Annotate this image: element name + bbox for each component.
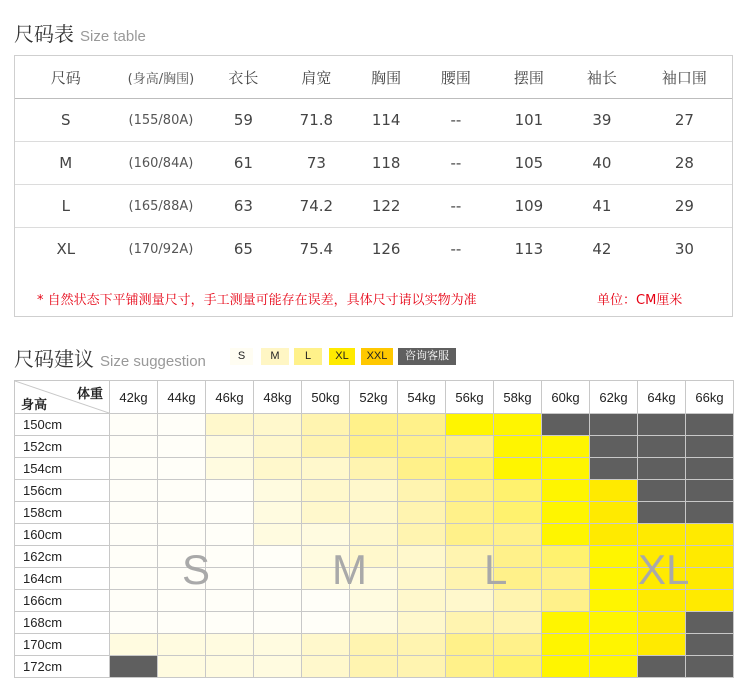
size-cell: 113 (491, 228, 567, 271)
size-cell (206, 634, 254, 656)
size-row (15, 228, 732, 271)
size-cell (350, 502, 398, 524)
size-cell (590, 612, 638, 634)
weight-label: 46kg (206, 381, 254, 414)
size-cell: M (15, 142, 117, 185)
size-cell (110, 524, 158, 546)
size-cell (206, 568, 254, 590)
size-cell: 30 (637, 228, 732, 271)
height-label: 154cm (15, 458, 110, 480)
size-cell (590, 502, 638, 524)
size-cell (350, 656, 398, 678)
weight-label: 64kg (638, 381, 686, 414)
size-zone-label: S (182, 546, 211, 593)
size-cell (110, 414, 158, 436)
weight-label: 54kg (398, 381, 446, 414)
size-zone-label: L (484, 546, 508, 593)
size-cell: -- (421, 99, 491, 142)
size-cell: 42 (567, 228, 637, 271)
weight-label: 52kg (350, 381, 398, 414)
size-cell (302, 414, 350, 436)
size-cell (638, 502, 686, 524)
size-cell (446, 612, 494, 634)
size-cell (206, 458, 254, 480)
size-cell (350, 546, 398, 568)
size-cell (542, 436, 590, 458)
size-cell (254, 414, 302, 436)
size-cell (494, 502, 542, 524)
size-cell (254, 634, 302, 656)
size-cell (350, 590, 398, 612)
size-cell (638, 612, 686, 634)
size-cell (686, 590, 734, 612)
size-cell: 75.4 (281, 228, 351, 271)
legend-item: S (230, 348, 253, 365)
size-row (15, 99, 732, 142)
size-cell (446, 634, 494, 656)
size-cell: 101 (491, 99, 567, 142)
size-cell (542, 612, 590, 634)
size-cell (302, 436, 350, 458)
size-cell (206, 414, 254, 436)
size-cell (206, 480, 254, 502)
size-suggestion-title: 尺码建议 Size suggestion (14, 347, 206, 371)
height-label: 152cm (15, 436, 110, 458)
size-cell: 65 (205, 228, 281, 271)
header-cell: 肩宽 (301, 68, 332, 87)
size-cell (446, 546, 494, 568)
size-cell (302, 524, 350, 546)
height-label: 158cm (15, 502, 110, 524)
size-cell (494, 656, 542, 678)
size-cell (110, 502, 158, 524)
size-cell: -- (421, 185, 491, 228)
size-cell: 74.2 (281, 185, 351, 228)
size-cell: 126 (351, 228, 421, 271)
size-suggestion-grid (14, 380, 734, 683)
size-cell (638, 458, 686, 480)
size-cell (254, 568, 302, 590)
size-cell: S (15, 99, 117, 142)
size-cell: (155/80A) (117, 99, 206, 142)
size-cell (686, 634, 734, 656)
size-cell (350, 568, 398, 590)
weight-label: 66kg (686, 381, 734, 414)
size-cell (398, 524, 446, 546)
size-cell (686, 524, 734, 546)
size-cell (350, 612, 398, 634)
size-cell: 59 (205, 99, 281, 142)
size-cell (350, 436, 398, 458)
weight-label: 60kg (542, 381, 590, 414)
size-cell (302, 612, 350, 634)
size-cell (590, 414, 638, 436)
size-table-title-en: Size table (80, 28, 146, 45)
size-cell (542, 546, 590, 568)
size-cell: (170/92A) (117, 228, 206, 271)
legend-item: XL (329, 348, 355, 365)
size-cell (494, 590, 542, 612)
height-label: 164cm (15, 568, 110, 590)
height-label: 150cm (15, 414, 110, 436)
size-cell (446, 590, 494, 612)
size-cell (494, 480, 542, 502)
legend-item: XXL (361, 348, 393, 365)
size-cell (542, 590, 590, 612)
size-cell (206, 656, 254, 678)
size-cell (350, 524, 398, 546)
size-cell (254, 546, 302, 568)
height-label: 170cm (15, 634, 110, 656)
size-cell (302, 656, 350, 678)
size-cell (494, 524, 542, 546)
size-cell (398, 436, 446, 458)
size-cell: 41 (567, 185, 637, 228)
measurement-note: * 自然状态下平铺测量尺寸，手工测量可能存在误差，具体尺寸请以实物为准 (37, 293, 477, 308)
size-cell (158, 568, 206, 590)
size-cell: 73 (281, 142, 351, 185)
weight-label: 44kg (158, 381, 206, 414)
unit-label: 单位：CM厘米 (597, 293, 683, 308)
size-cell (494, 414, 542, 436)
size-cell (158, 634, 206, 656)
height-label: 162cm (15, 546, 110, 568)
size-cell: 29 (637, 185, 732, 228)
size-cell (686, 436, 734, 458)
size-cell (206, 612, 254, 634)
size-table-title: 尺码表 Size table (14, 22, 146, 46)
size-cell (302, 546, 350, 568)
size-cell (110, 458, 158, 480)
size-cell (542, 458, 590, 480)
size-cell (254, 656, 302, 678)
size-cell (398, 546, 446, 568)
size-cell (398, 502, 446, 524)
size-cell (590, 634, 638, 656)
weight-label: 56kg (446, 381, 494, 414)
size-cell (590, 656, 638, 678)
height-header: 身高 (21, 397, 48, 412)
header-cell: 胸围 (371, 68, 402, 87)
size-cell (110, 612, 158, 634)
size-cell (398, 634, 446, 656)
size-cell (542, 524, 590, 546)
size-cell (590, 524, 638, 546)
size-cell (590, 568, 638, 590)
size-cell (590, 458, 638, 480)
header-cell: 袖口围 (661, 68, 707, 87)
size-cell (206, 524, 254, 546)
size-cell (350, 458, 398, 480)
size-cell: 27 (637, 99, 732, 142)
size-cell: 71.8 (281, 99, 351, 142)
size-cell (494, 436, 542, 458)
size-cell (398, 458, 446, 480)
size-cell (350, 414, 398, 436)
size-cell (494, 634, 542, 656)
size-cell (686, 480, 734, 502)
header-cell: (身高/胸围) (127, 71, 195, 87)
size-cell (638, 436, 686, 458)
size-cell (638, 656, 686, 678)
header-cell: 衣长 (228, 68, 259, 87)
size-cell (110, 634, 158, 656)
weight-label: 58kg (494, 381, 542, 414)
size-cell (590, 436, 638, 458)
size-cell (302, 480, 350, 502)
size-cell (254, 502, 302, 524)
size-cell: 114 (351, 99, 421, 142)
size-cell (542, 568, 590, 590)
size-cell: 39 (567, 99, 637, 142)
size-cell (542, 656, 590, 678)
size-cell (590, 546, 638, 568)
size-cell (110, 480, 158, 502)
size-table (14, 55, 733, 317)
size-cell (398, 612, 446, 634)
size-cell: (165/88A) (117, 185, 206, 228)
size-cell (158, 436, 206, 458)
size-cell (302, 568, 350, 590)
size-cell (302, 590, 350, 612)
grid-corner (15, 381, 110, 414)
size-cell: XL (15, 228, 117, 271)
size-cell (542, 634, 590, 656)
size-cell (254, 590, 302, 612)
size-cell (158, 590, 206, 612)
size-cell (446, 458, 494, 480)
size-cell (494, 458, 542, 480)
size-cell: 40 (567, 142, 637, 185)
size-cell (206, 502, 254, 524)
header-cell: 摆围 (513, 68, 544, 87)
header-cell: 袖长 (586, 68, 617, 87)
size-cell (158, 502, 206, 524)
size-cell (302, 502, 350, 524)
size-cell (206, 546, 254, 568)
size-cell (398, 568, 446, 590)
size-cell (638, 524, 686, 546)
size-cell (494, 546, 542, 568)
size-cell: L (15, 185, 117, 228)
size-table-header (15, 56, 732, 99)
size-cell (542, 414, 590, 436)
size-cell (686, 414, 734, 436)
size-cell (446, 480, 494, 502)
weight-label: 48kg (254, 381, 302, 414)
height-label: 168cm (15, 612, 110, 634)
size-cell (206, 436, 254, 458)
size-cell: 109 (491, 185, 567, 228)
size-cell (686, 656, 734, 678)
size-cell (158, 656, 206, 678)
height-label: 160cm (15, 524, 110, 546)
size-cell (686, 612, 734, 634)
header-cell: 尺码 (50, 68, 81, 87)
header-cell: 腰围 (440, 68, 471, 87)
height-label: 172cm (15, 656, 110, 678)
size-cell (638, 568, 686, 590)
size-cell (206, 590, 254, 612)
size-cell (254, 436, 302, 458)
size-cell (686, 458, 734, 480)
size-cell (110, 656, 158, 678)
size-cell (110, 590, 158, 612)
size-cell (638, 634, 686, 656)
size-cell (302, 634, 350, 656)
size-cell (158, 480, 206, 502)
size-cell: 61 (205, 142, 281, 185)
size-cell (254, 458, 302, 480)
size-cell (686, 568, 734, 590)
size-cell (446, 568, 494, 590)
size-cell: 63 (205, 185, 281, 228)
size-cell: -- (421, 228, 491, 271)
legend-item: M (261, 348, 289, 365)
size-suggestion-title-en: Size suggestion (100, 353, 206, 370)
size-cell (590, 480, 638, 502)
size-cell: 28 (637, 142, 732, 185)
height-label: 156cm (15, 480, 110, 502)
legend-item: L (294, 348, 322, 365)
size-cell (110, 568, 158, 590)
size-cell (446, 524, 494, 546)
size-zone-label: M (332, 546, 367, 593)
size-cell (446, 414, 494, 436)
weight-header: 体重 (76, 386, 103, 401)
size-row (15, 185, 732, 228)
size-cell (446, 656, 494, 678)
size-cell (158, 612, 206, 634)
size-cell: 105 (491, 142, 567, 185)
legend-item: 咨询客服 (398, 348, 456, 365)
size-cell: 122 (351, 185, 421, 228)
size-cell (446, 502, 494, 524)
size-cell (158, 458, 206, 480)
size-cell (686, 546, 734, 568)
size-cell (158, 524, 206, 546)
size-cell (398, 480, 446, 502)
size-cell (158, 546, 206, 568)
weight-label: 50kg (302, 381, 350, 414)
size-cell (254, 480, 302, 502)
size-cell: 118 (351, 142, 421, 185)
size-cell (110, 546, 158, 568)
size-cell (254, 524, 302, 546)
size-cell (542, 480, 590, 502)
size-cell (398, 656, 446, 678)
size-cell (590, 590, 638, 612)
size-cell (398, 590, 446, 612)
size-cell (110, 436, 158, 458)
size-cell (638, 546, 686, 568)
size-cell (350, 634, 398, 656)
size-cell (158, 414, 206, 436)
size-cell (638, 590, 686, 612)
size-cell (638, 480, 686, 502)
size-cell: -- (421, 142, 491, 185)
weight-label: 42kg (110, 381, 158, 414)
size-cell (686, 502, 734, 524)
size-cell (446, 436, 494, 458)
size-cell (350, 480, 398, 502)
size-cell (638, 414, 686, 436)
weight-label: 62kg (590, 381, 638, 414)
size-row (15, 142, 732, 185)
size-cell (254, 612, 302, 634)
size-cell (494, 568, 542, 590)
height-label: 166cm (15, 590, 110, 612)
size-cell (398, 414, 446, 436)
size-cell (302, 458, 350, 480)
size-cell: (160/84A) (117, 142, 206, 185)
size-cell (542, 502, 590, 524)
size-zone-label: XL (638, 546, 690, 593)
size-cell (494, 612, 542, 634)
